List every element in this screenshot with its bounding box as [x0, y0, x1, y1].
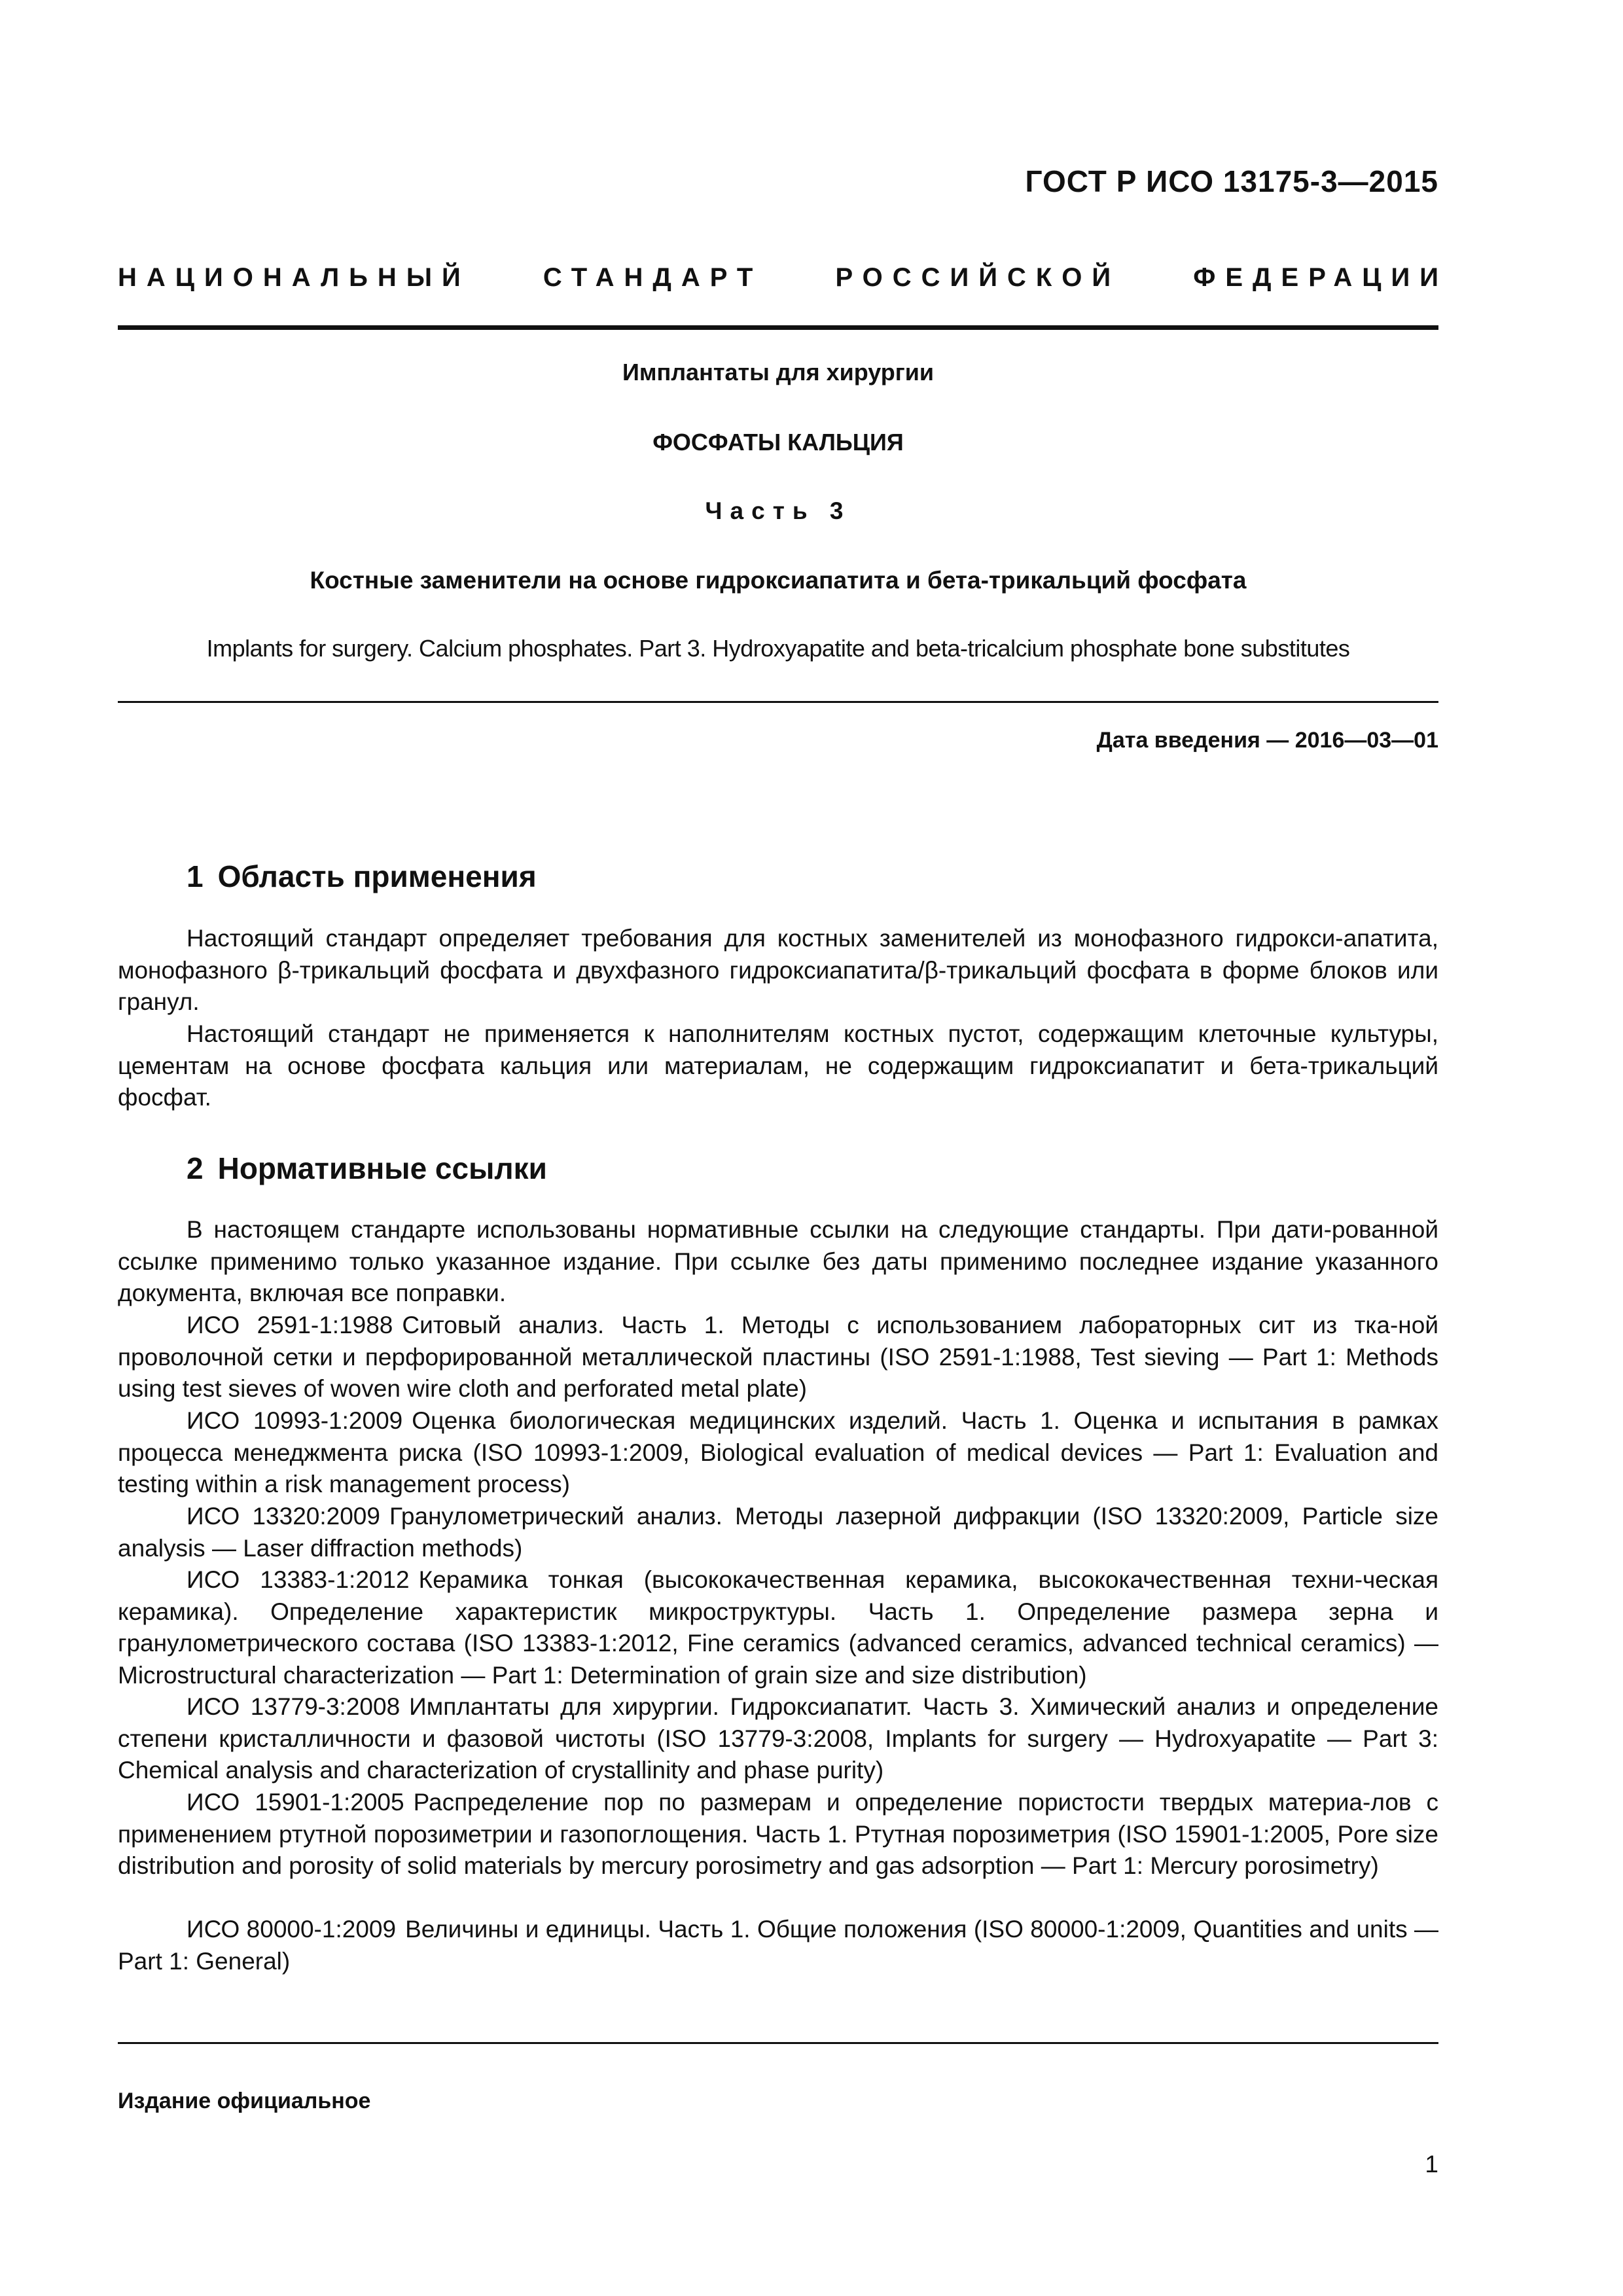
section-1-number: 1 [187, 859, 204, 893]
reference-text: Имплантаты для хирургии. Гидроксиапатит. Часть 3. Химический анализ и определение степени кристалличности и фазовой чистоты (ISO 13779-3:2008, Implants for surgery — Hydroxyapatite — Part 3: Chemical analysis and characterization of crystallinity and phase purity) [118, 1693, 1438, 1784]
section-2-intro: В настоящем стандарте использованы нормативные ссылки на следующие стандарты. При дати-рованной ссылке применимо только указанное издание. При ссылке без даты применимо последнее издание указанного документа, включая все поправки. [118, 1216, 1438, 1306]
section-2-title: Нормативные ссылки [217, 1151, 547, 1185]
section-1-title: Область применения [217, 859, 537, 893]
standard-number: ГОСТ Р ИСО 13175-3—2015 [1025, 164, 1438, 198]
reference-code: ИСО 15901-1:2005 [187, 1789, 404, 1816]
page-number: 1 [1425, 2151, 1438, 2178]
reference-text: Распределение пор по размерам и определение пористости твердых материа-лов с применением ртутной порозиметрии и газопоглощения. Часть 1. Ртутная порозиметрия (ISO 15901-1:2005, Pore size distribution and porosity of solid materials by mercury porosimetry and gas adsorption — Part 1: Mercury porosimetry) [118, 1789, 1438, 1879]
section-1-paragraph: Настоящий стандарт не применяется к наполнителям костных пустот, содержащим клеточные культуры, цементам на основе фосфата кальция или материалам, не содержащим гидроксиапатит и бета-трикальций фосфат. [118, 1020, 1438, 1111]
reference-item [118, 1405, 1438, 1501]
reference-code: ИСО 10993-1:2009 [187, 1407, 403, 1434]
footer-rule [118, 2042, 1438, 2044]
reference-text: Керамика тонкая (высококачественная керамика, высококачественная техни-ческая керамика). Определение характеристик микроструктуры. Часть 1. Определение размера зерна и гранулометрического состава (ISO 13383-1:2012, Fine ceramics (advanced ceramics, advanced technical ceramics) — Microstructural characterization — Part 1: Determination of grain size and size distribution) [118, 1566, 1438, 1689]
banner-word: НАЦИОНАЛЬНЫЙ [118, 263, 471, 292]
reference-item [118, 1691, 1438, 1787]
official-edition-label: Издание официальное [118, 2089, 371, 2113]
introduction-date: Дата введения — 2016—03—01 [1096, 728, 1438, 753]
header-rule [118, 325, 1438, 330]
reference-code: ИСО 13383-1:2012 [187, 1566, 410, 1593]
reference-code: ИСО 13320:2009 [187, 1503, 380, 1530]
reference-code: ИСО 2591-1:1988 [187, 1312, 393, 1338]
title-line-1: Имплантаты для хирургии [622, 359, 935, 386]
reference-item [118, 1564, 1438, 1691]
title-part: Часть 3 [705, 497, 851, 524]
reference-code: ИСО 80000-1:2009 [187, 1916, 397, 1943]
reference-code: ИСО 13779-3:2008 [187, 1693, 401, 1720]
national-standard-banner [118, 263, 1448, 293]
reference-item [118, 1787, 1438, 1882]
title-line-4: Костные заменители на основе гидроксиапатита и бета-трикальций фосфата [310, 567, 1247, 594]
reference-text: Гранулометрический анализ. Методы лазерной дифракции (ISO 13320:2009, Particle size analysis — Laser diffraction methods) [118, 1503, 1438, 1562]
title-english: Implants for surgery. Calcium phosphates. Part 3. Hydroxyapatite and beta-tricalcium phosphate bone substitutes [206, 635, 1350, 662]
reference-text: Оценка биологическая медицинских изделий. Часть 1. Оценка и испытания в рамках процесса менеджмента риска (ISO 10993-1:2009, Biological evaluation of medical devices — Part 1: Evaluation and testing within a risk management process) [118, 1407, 1438, 1498]
reference-text: Величины и единицы. Часть 1. Общие положения (ISO 80000-1:2009, Quantities and units — Part 1: General) [118, 1916, 1438, 1975]
banner-word: СТАНДАРТ [543, 263, 763, 292]
section-1-paragraph: Настоящий стандарт определяет требования для костных заменителей из монофазного гидрокси-апатита, монофазного β-трикальций фосфата и двухфазного гидроксиапатита/β-трикальций фосфата в форме блоков или гранул. [118, 925, 1438, 1015]
title-line-2: ФОСФАТЫ КАЛЬЦИЯ [652, 429, 904, 456]
reference-item [118, 1310, 1438, 1405]
section-2-heading [187, 1151, 547, 1186]
reference-text: Ситовый анализ. Часть 1. Методы с использованием лабораторных сит из тка-ной проволочной сетки и перфорированной металлической пластины (ISO 2591-1:1988, Test sieving — Part 1: Methods using test sieves of woven wire cloth and perforated metal plate) [118, 1312, 1438, 1402]
document-page [118, 0, 1448, 2296]
reference-item [118, 1914, 1438, 1977]
banner-word: РОССИЙСКОЙ [835, 263, 1121, 292]
section-1-heading [187, 859, 537, 894]
banner-word: ФЕДЕРАЦИИ [1193, 263, 1448, 292]
title-rule [118, 701, 1438, 703]
reference-item [118, 1501, 1438, 1564]
section-2-number: 2 [187, 1151, 204, 1185]
